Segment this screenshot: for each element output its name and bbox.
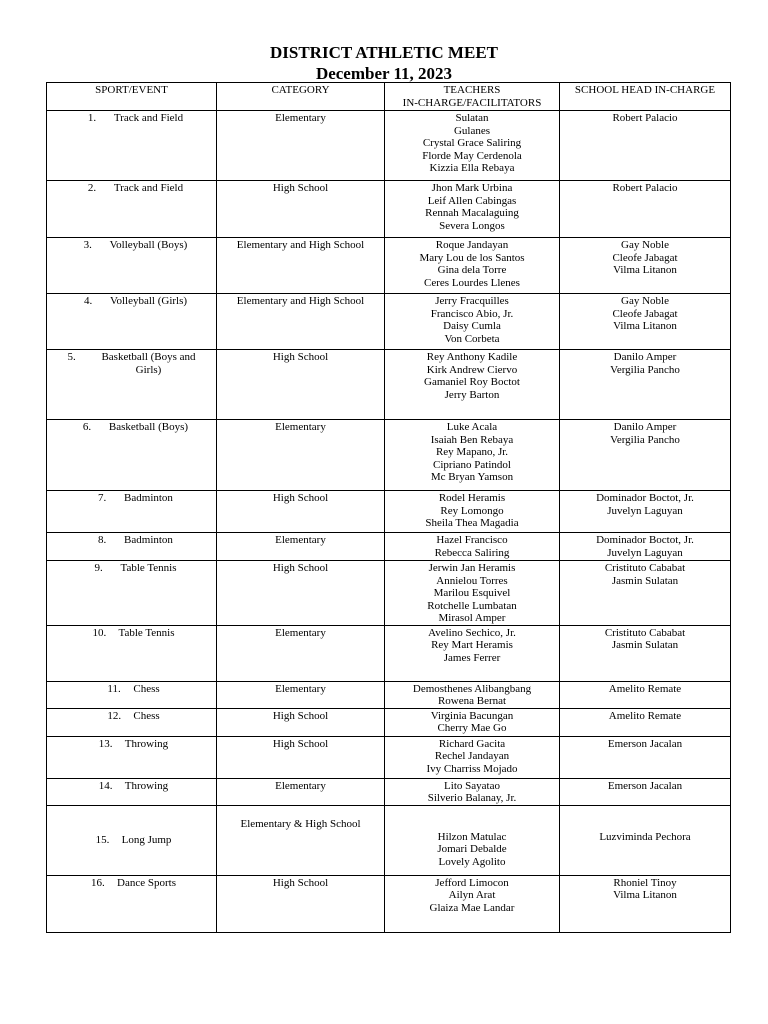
- sport-name: Volleyball (Boys): [109, 239, 188, 251]
- sport-name: Chess: [133, 682, 160, 695]
- sport-event: [49, 534, 214, 547]
- sport-event-cell: [47, 533, 217, 561]
- sport-event-cell: [47, 294, 217, 350]
- teacher-name: Sulatan: [455, 112, 489, 124]
- teacher-name: Jefford Limocon: [435, 876, 509, 889]
- school-head-name: Emerson Jacalan: [607, 737, 683, 750]
- teachers-cell: [385, 708, 560, 736]
- category-cell: High School: [217, 708, 385, 736]
- teacher-name: Leif Allen Cabingas: [427, 194, 517, 207]
- sport-name: Basketball (Boys and Girls): [101, 351, 196, 376]
- table-row: [47, 681, 731, 708]
- school-head-name: Juvelyn Laguyan: [607, 546, 683, 559]
- sport-name: Table Tennis: [120, 562, 177, 574]
- athletic-meet-table: [46, 82, 731, 933]
- school-head-name: Gay Noble: [621, 295, 669, 307]
- event-number: 9.: [94, 562, 103, 574]
- teacher-name: Gamaniel Roy Boctot: [424, 376, 520, 388]
- teacher-name: Hazel Francisco: [436, 534, 508, 546]
- school-head-name: Gay Noble: [621, 239, 669, 251]
- event-number: 1.: [87, 112, 97, 124]
- table-row: [47, 533, 731, 561]
- school-head-cell: [560, 238, 731, 294]
- sport-name: Volleyball (Girls): [109, 295, 188, 307]
- teacher-name: Severa Longos: [439, 219, 505, 232]
- teachers-cell: [385, 238, 560, 294]
- category-cell: Elementary: [217, 111, 385, 181]
- sport-event-cell: [47, 805, 217, 875]
- sport-event: [49, 710, 214, 723]
- teachers-cell: [385, 805, 560, 875]
- header-teachers: [385, 83, 560, 111]
- teachers-cell: [385, 181, 560, 238]
- school-head-cell: [560, 533, 731, 561]
- teacher-name: Luke Acala: [446, 421, 498, 433]
- event-number: 7.: [98, 492, 107, 504]
- table-row: [47, 111, 731, 181]
- sport-event-cell: [47, 491, 217, 533]
- table-row: [47, 294, 731, 350]
- school-head-cell: [560, 111, 731, 181]
- sport-event: [49, 738, 214, 751]
- event-number: 8.: [98, 534, 107, 546]
- sport-event: [49, 492, 214, 505]
- school-head-name: Robert Palacio: [612, 182, 678, 194]
- category-cell: High School: [217, 491, 385, 533]
- teacher-name: Rey Mapano, Jr.: [435, 446, 509, 458]
- table-body: [47, 111, 731, 933]
- event-number: 13.: [98, 737, 113, 750]
- event-number: 16.: [91, 876, 105, 889]
- teacher-name: Kizzia Ella Rebaya: [429, 162, 515, 174]
- sport-name: Table Tennis: [118, 626, 175, 639]
- teacher-name: Demosthenes Alibangbang: [412, 682, 532, 695]
- sport-name: Chess: [133, 709, 160, 722]
- category-cell: Elementary and High School: [217, 238, 385, 294]
- school-head-cell: [560, 778, 731, 805]
- sport-event-cell: [47, 708, 217, 736]
- school-head-name: Vergilia Pancho: [610, 433, 680, 446]
- teacher-name: Gulanes: [453, 124, 491, 137]
- sport-event: [49, 112, 214, 125]
- category-cell: High School: [217, 350, 385, 420]
- sport-name: Throwing: [124, 779, 169, 792]
- school-head-cell: [560, 491, 731, 533]
- teacher-name: Ceres Lourdes Llenes: [424, 276, 520, 289]
- teacher-name: Rebecca Saliring: [434, 546, 510, 559]
- teacher-name: Virginia Bacungan: [430, 709, 514, 722]
- sport-event-cell: [47, 625, 217, 681]
- header-teachers-line2: IN-CHARGE/FACILITATORS: [402, 96, 542, 109]
- teacher-name: Glaiza Mae Landar: [429, 901, 515, 914]
- teacher-name: Jomari Debalde: [437, 843, 507, 855]
- teacher-name: Mc Bryan Yamson: [430, 471, 514, 483]
- school-head-name: Juvelyn Laguyan: [607, 504, 683, 517]
- teacher-name: Richard Gacita: [438, 737, 506, 750]
- teacher-name: Avelino Sechico, Jr.: [428, 626, 516, 639]
- teacher-name: Florde May Cerdenola: [422, 149, 522, 162]
- teachers-cell: [385, 294, 560, 350]
- teachers-cell: [385, 875, 560, 932]
- sport-event-cell: [47, 736, 217, 778]
- sport-event: [49, 834, 214, 847]
- school-head-name: Dominador Boctot, Jr.: [596, 534, 694, 546]
- sport-name: Track and Field: [113, 112, 184, 124]
- school-head-name: Cleofe Jabagat: [612, 307, 678, 320]
- teachers-cell: [385, 778, 560, 805]
- school-head-name: Emerson Jacalan: [607, 779, 683, 792]
- teacher-name: Hilzon Matulac: [437, 830, 507, 843]
- school-head-name: Amelito Remate: [608, 682, 682, 695]
- sport-event: [49, 627, 214, 640]
- sport-event: [49, 877, 214, 890]
- school-head-name: Vergilia Pancho: [610, 363, 680, 376]
- school-head-cell: [560, 294, 731, 350]
- school-head-cell: [560, 875, 731, 932]
- teacher-name: Lito Sayatao: [444, 779, 500, 792]
- table-row: [47, 875, 731, 932]
- teacher-name: Ivy Charriss Mojado: [426, 762, 518, 775]
- category-cell: High School: [217, 181, 385, 238]
- teacher-name: Kirk Andrew Ciervo: [426, 363, 518, 376]
- teacher-name: Jhon Mark Urbina: [431, 182, 513, 194]
- teacher-name: Isaiah Ben Rebaya: [430, 433, 514, 446]
- sport-event: [49, 421, 214, 434]
- school-head-name: Robert Palacio: [612, 112, 678, 124]
- school-head-name: Luzviminda Pechora: [599, 830, 691, 843]
- school-head-name: Cleofe Jabagat: [612, 251, 678, 264]
- category-cell: Elementary and High School: [217, 294, 385, 350]
- sport-event-cell: [47, 238, 217, 294]
- school-head-name: Danilo Amper: [613, 351, 677, 363]
- teacher-name: Rechel Jandayan: [434, 750, 510, 762]
- teacher-name: Francisco Abio, Jr.: [430, 307, 514, 320]
- event-number: 3.: [83, 239, 92, 251]
- sport-event-cell: [47, 778, 217, 805]
- school-head-cell: [560, 708, 731, 736]
- category-cell: Elementary & High School: [217, 805, 385, 875]
- table-row: [47, 491, 731, 533]
- document-date: December 11, 2023: [315, 64, 453, 83]
- table-row: [47, 350, 731, 420]
- sport-event-cell: [47, 181, 217, 238]
- table-row: [47, 561, 731, 626]
- event-number: 5.: [67, 351, 76, 363]
- school-head-name: Danilo Amper: [613, 421, 677, 433]
- teacher-name: Annielou Torres: [436, 574, 508, 587]
- sport-event: [49, 683, 214, 696]
- category-cell: High School: [217, 875, 385, 932]
- teacher-name: Jerry Fracquilles: [435, 295, 509, 307]
- table-row: [47, 420, 731, 491]
- table-row: [47, 778, 731, 805]
- sport-name: Badminton: [124, 534, 173, 546]
- table-row: [47, 238, 731, 294]
- event-number: 11.: [107, 682, 121, 695]
- teacher-name: Marilou Esquivel: [433, 587, 511, 599]
- document-title: DISTRICT ATHLETIC MEET: [270, 43, 498, 62]
- sport-event: [49, 351, 214, 376]
- event-number: 6.: [82, 421, 92, 433]
- school-head-name: Vilma Litanon: [613, 264, 677, 276]
- teacher-name: Daisy Cumla: [443, 320, 501, 332]
- teachers-cell: [385, 533, 560, 561]
- category-cell: Elementary: [217, 778, 385, 805]
- teacher-name: Gina dela Torre: [437, 264, 507, 276]
- sport-name: Badminton: [124, 492, 173, 504]
- teacher-name: Rennah Macalaguing: [425, 207, 519, 219]
- table-row: [47, 181, 731, 238]
- teacher-name: Silverio Balanay, Jr.: [427, 792, 517, 804]
- table-header-row: [47, 83, 731, 111]
- sport-event: [49, 239, 214, 252]
- school-head-name: Cristituto Cababat: [604, 562, 686, 574]
- teacher-name: Sheila Thea Magadia: [425, 517, 519, 529]
- sport-name: Throwing: [124, 737, 169, 750]
- event-number: 4.: [83, 295, 93, 307]
- event-number: 10.: [92, 626, 107, 639]
- sport-event-cell: [47, 111, 217, 181]
- school-head-cell: [560, 805, 731, 875]
- school-head-name: Vilma Litanon: [613, 320, 677, 332]
- category-cell: Elementary: [217, 625, 385, 681]
- sport-name: Dance Sports: [117, 876, 176, 889]
- category-cell: Elementary: [217, 681, 385, 708]
- teacher-name: Rey Lomongo: [440, 504, 504, 517]
- school-head-name: Rhoniel Tinoy: [613, 876, 677, 889]
- teachers-cell: [385, 111, 560, 181]
- teacher-name: Jerwin Jan Heramis: [428, 562, 516, 574]
- category-cell: Elementary: [217, 533, 385, 561]
- teachers-cell: [385, 736, 560, 778]
- sport-name: Long Jump: [121, 834, 172, 847]
- teacher-name: Mirasol Amper: [438, 612, 506, 624]
- teachers-cell: [385, 561, 560, 626]
- school-head-name: Dominador Boctot, Jr.: [596, 492, 694, 504]
- teacher-name: Rodel Heramis: [438, 492, 506, 504]
- teacher-name: Rowena Bernat: [437, 695, 507, 707]
- event-number: 14.: [98, 779, 113, 792]
- sport-event-cell: [47, 350, 217, 420]
- teacher-name: Lovely Agolito: [438, 855, 506, 868]
- teachers-cell: [385, 681, 560, 708]
- table-row: [47, 805, 731, 875]
- school-head-cell: [560, 350, 731, 420]
- school-head-name: Jasmin Sulatan: [611, 574, 679, 587]
- teachers-cell: [385, 491, 560, 533]
- teachers-cell: [385, 625, 560, 681]
- sport-event-cell: [47, 875, 217, 932]
- school-head-name: Vilma Litanon: [613, 889, 677, 901]
- school-head-cell: [560, 561, 731, 626]
- event-number: 15.: [95, 834, 110, 847]
- teacher-name: Rotchelle Lumbatan: [427, 599, 517, 612]
- header-sport-event: SPORT/EVENT: [47, 83, 217, 111]
- teacher-name: Von Corbeta: [444, 332, 500, 345]
- school-head-name: Cristituto Cababat: [604, 626, 686, 639]
- teacher-name: Jerry Barton: [444, 388, 500, 401]
- table-row: [47, 708, 731, 736]
- teacher-name: Mary Lou de los Santos: [419, 251, 525, 264]
- teachers-cell: [385, 420, 560, 491]
- sport-name: Track and Field: [113, 182, 184, 194]
- school-head-cell: [560, 736, 731, 778]
- teacher-name: Crystal Grace Saliring: [422, 137, 522, 149]
- school-head-cell: [560, 181, 731, 238]
- table-row: [47, 625, 731, 681]
- teacher-name: Cherry Mae Go: [437, 722, 507, 734]
- sport-event: [49, 780, 214, 793]
- school-head-name: Amelito Remate: [608, 709, 682, 722]
- sport-event: [49, 182, 214, 195]
- event-number: 12.: [107, 709, 122, 722]
- teachers-cell: [385, 350, 560, 420]
- school-head-cell: [560, 681, 731, 708]
- header-school-head: SCHOOL HEAD IN-CHARGE: [560, 83, 731, 111]
- sport-event-cell: [47, 561, 217, 626]
- sport-name: Basketball (Boys): [108, 421, 189, 433]
- teacher-name: Rey Mart Heramis: [431, 639, 513, 651]
- teacher-name: Cipriano Patindol: [433, 458, 511, 471]
- header-teachers-line1: TEACHERS: [443, 84, 501, 96]
- event-number: 2.: [87, 182, 97, 194]
- school-head-cell: [560, 625, 731, 681]
- sport-event-cell: [47, 420, 217, 491]
- teacher-name: Roque Jandayan: [435, 239, 509, 251]
- sport-event-cell: [47, 681, 217, 708]
- category-cell: High School: [217, 561, 385, 626]
- header-category: CATEGORY: [217, 83, 385, 111]
- teacher-name: James Ferrer: [443, 651, 501, 664]
- teacher-name: Rey Anthony Kadile: [426, 351, 518, 363]
- category-cell: High School: [217, 736, 385, 778]
- table-row: [47, 736, 731, 778]
- sport-event: [49, 562, 214, 575]
- teacher-name: Ailyn Arat: [448, 889, 496, 901]
- school-head-cell: [560, 420, 731, 491]
- school-head-name: Jasmin Sulatan: [611, 639, 679, 651]
- category-cell: Elementary: [217, 420, 385, 491]
- sport-event: [49, 295, 214, 308]
